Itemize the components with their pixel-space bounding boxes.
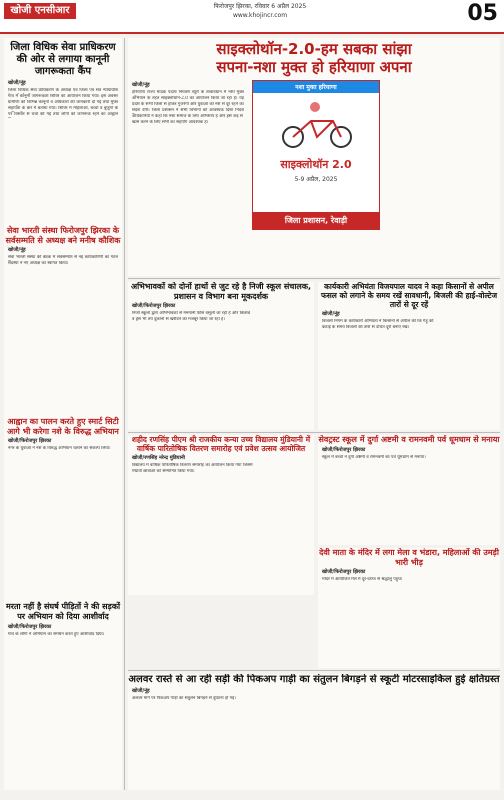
main-headline-line1: साइक्लोथॉन-2.0-हम सबका सांझा bbox=[216, 40, 412, 58]
column-divider bbox=[124, 38, 125, 790]
story-rally-byline: खोजी/फिरोजपुर झिरका bbox=[8, 623, 52, 630]
story-accident-byline: खोजी/नूंह bbox=[132, 688, 150, 694]
story-farmers-byline: खोजी/नूंह bbox=[322, 311, 340, 317]
story-aahwan-body bbox=[4, 446, 122, 452]
story-officers-headline: अभिभावकों को दोनों हाथों से जुट रहे है निजी स्कूल संचालक, प्रशासन व विभाग बना मूकदर्शक bbox=[130, 282, 312, 301]
body-line: गांव के लोगों ने अभियान का समर्थन करते हुए आशीर्वाद दिया। bbox=[8, 631, 105, 637]
story-officers-body bbox=[128, 311, 314, 323]
body-line: अलवर मार्ग पर पिकअप गाड़ी का संतुलन बिगड़ने से दुर्घटना हो गई। bbox=[132, 696, 236, 701]
body-line: स्कूल में बच्चों ने दुर्गा अष्टमी व रामनवमी का पर्व धूमधाम से मनाया। bbox=[322, 454, 426, 460]
main-byline: खोजी/नूंह bbox=[132, 82, 150, 88]
body-line: सेवा भारती संस्था की बैठक में सर्वसम्मति से नई कार्यकारिणी का गठन bbox=[8, 255, 118, 261]
section-divider bbox=[128, 432, 500, 433]
main-headline-line2: सपना-नशा मुक्त हो हरियाणा अपना bbox=[216, 58, 412, 76]
body-line: गांव में कानूनी जागरूकता शिविर का आयोजन किया गया। इस अवसर bbox=[8, 94, 118, 99]
masthead-center bbox=[140, 2, 380, 20]
body-line: मेधावी छात्राओं को सम्मानित किया गया। bbox=[132, 469, 195, 474]
story-teachers-byline: खोजी/नूंह bbox=[8, 247, 26, 254]
banner-bottom: जिला प्रशासन, रेवाड़ी bbox=[253, 212, 379, 229]
banner-date: 5-9 अप्रैल, 2025 bbox=[294, 176, 338, 183]
story-pm-body bbox=[128, 463, 314, 475]
officers-story bbox=[128, 282, 314, 430]
body-line: मंदिर में आयोजित मेले में दूर-दराज से श्रद्धालु पहुंचे। bbox=[322, 577, 403, 583]
story-accident-body bbox=[128, 696, 500, 702]
story-rally-headline: मरता नहीं है संघर्ष पीड़ितों ने की सड़कों पर अभियान को दिया आशीर्वाद bbox=[5, 602, 121, 621]
story-trust-byline: खोजी/फिरोजपुर झिरका bbox=[322, 446, 366, 453]
masthead-website: www.khojincr.com bbox=[232, 12, 288, 19]
body-line: कटाई के समय बिजली की तारों से उचित दूरी बनाए रखें। bbox=[322, 325, 410, 330]
publication-name: खोजी एनसीआर bbox=[4, 3, 76, 19]
body-line: सदस्यों ने नए अध्यक्ष का स्वागत किया। bbox=[8, 261, 69, 267]
body-line: नगर के युवाओं ने नशे के विरुद्ध अभियान चलाने का संकल्प लिया। bbox=[8, 446, 111, 452]
story-aahwan-byline: खोजी/फिरोजपुर झिरका bbox=[8, 438, 52, 445]
section-divider bbox=[128, 670, 500, 671]
body-line: बिजली निगम के कार्यकारी अभियंता ने किसानों से अपील की कि गेहूं की bbox=[322, 319, 434, 324]
body-line: हरियाणा राज्य मादक पदार्थ नियंत्रण ब्यूरो के तत्वावधान में नशा मुक्त bbox=[132, 90, 244, 95]
body-line: प्रदेश के सभी जिलों से होकर गुजरेगी और युवाओं को नशे से दूर रहने का bbox=[132, 102, 244, 107]
story-left-top-body bbox=[4, 88, 122, 118]
story-pm-byline: खोजी/रणसिंह नरेन्द्र मुंडियानी bbox=[132, 455, 185, 461]
story-trust-headline: सेवट्रस्ट स्कूल में दुर्गा अष्टमी व रामनवमी पर्व धूमधाम से मनाया bbox=[318, 435, 500, 444]
cyclist-illustration-icon bbox=[253, 93, 381, 153]
temple-story bbox=[318, 548, 500, 668]
body-line: पर विस्तार से चर्चा की गई तथा लोगों को जागरूक रहने का आह्वान bbox=[8, 112, 118, 117]
story-pm-headline: शहीद रणसिंह पीएम श्री राजकीय कन्या उच्च विद्यालय मुंडियानी में वार्षिक पारितोषिक वितरण समारोह एवं प्रवेश उत्सव आयोजित bbox=[131, 435, 311, 453]
banner-top-label: नशा मुक्त हरियाणा bbox=[253, 81, 379, 93]
farmers-story bbox=[318, 282, 500, 430]
story-farmers-body bbox=[318, 319, 500, 331]
body-line: ग्रामीणों को विभिन्न कानूनों व अधिकारों की जानकारी दी गई तथा मुफ्त bbox=[8, 100, 118, 105]
accident-story bbox=[128, 674, 500, 790]
body-line: जिला विधिक सेवा प्राधिकरण के अध्यक्ष एवं जिला एवं सत्र न्यायाधीश bbox=[8, 88, 118, 93]
story-left-top-byline: खोजी/नूंह bbox=[8, 80, 26, 86]
body-line: अभियान के तहत साइक्लोथॉन-2.0 का आयोजन किया जा रहा है। यह bbox=[132, 96, 244, 101]
page-number: 05 bbox=[467, 1, 498, 26]
body-line: व ड्रेस भी तय दुकानों से खरीदने को मजबूर किया जा रहा है। bbox=[132, 317, 225, 323]
main-story bbox=[128, 38, 500, 276]
story-accident-headline: अलवर रास्ते से आ रही सड़ी की पिकअप गाड़ी का संतुलन बिगड़ने से स्कूटी मोटरसाइकिल हुई क्षतिग्रस्त bbox=[128, 674, 500, 685]
left-column bbox=[4, 38, 122, 790]
masthead bbox=[0, 0, 504, 34]
body-line: खत्म करने के लिए सभी का सहयोग आवश्यक है। bbox=[132, 120, 209, 125]
section-divider bbox=[128, 278, 500, 279]
cyclothon-banner bbox=[252, 80, 380, 230]
masthead-dateline: फिरोजपुर झिरका, रविवार 6 अप्रैल 2025 bbox=[213, 3, 307, 10]
body-line: संदेश देगी। जिला प्रशासन ने सभी विभागों को आवश्यक दिशा निर्देश bbox=[132, 108, 244, 113]
story-temple-headline: देवी माता के मंदिर में लगा मेला व भंडारा, महिलाओं की उमड़ी भारी भीड़ bbox=[319, 548, 499, 567]
story-temple-byline: खोजी/फिरोजपुर झिरका bbox=[322, 569, 366, 576]
story-teachers-body bbox=[4, 255, 122, 267]
story-officers-byline: खोजी/फिरोजपुर झिरका bbox=[132, 303, 176, 310]
trust-event-story bbox=[318, 435, 500, 545]
pm-event-story bbox=[128, 435, 314, 595]
body-line: निजी स्कूलों द्वारा अभिभावकों से मनमानी फीस वसूली जा रही है और किताबें bbox=[132, 311, 250, 317]
story-farmers-headline: कार्यकारी अभियंता विजयपाल यादव ने कहा किसानों से अपील फसल को लगाने के समय रखें सावधानी, बिजली की हाई-वोल्टेज तारों से दूर रहें bbox=[320, 282, 498, 309]
body-line: विद्यालय में वार्षिक पारितोषिक वितरण समारोह का आयोजन किया गया जिसमें bbox=[132, 463, 253, 468]
body-line: सहायता के बारे में बताया गया। शिविर में महिलाओं, बच्चों व बुजुर्गों के bbox=[8, 106, 118, 111]
story-teachers-headline: सेवा भारती संस्था फिरोजपुर झिरका के सर्वसम्मति से अध्यक्ष बने मनीष कौशिक bbox=[5, 226, 121, 245]
story-aahwan-headline: आह्वान का पालन करते हुए स्मार्ट सिटी आगे भी करेगा नशे के विरुद्ध अभियान bbox=[7, 417, 119, 436]
story-rally-body bbox=[4, 632, 122, 638]
banner-title: साइक्लोथॉन 2.0 bbox=[280, 158, 352, 171]
body-line: अधिकारियों ने कहा कि नशा समाज के लिए अभिशाप है और इसे जड़ से bbox=[132, 114, 243, 119]
story-temple-body bbox=[318, 577, 500, 583]
main-body bbox=[128, 90, 248, 126]
story-trust-body bbox=[318, 455, 500, 461]
story-left-top-headline: जिला विधिक सेवा प्राधिकरण की ओर से लगाया कानूनी जागरूकता कैंप bbox=[10, 42, 116, 77]
